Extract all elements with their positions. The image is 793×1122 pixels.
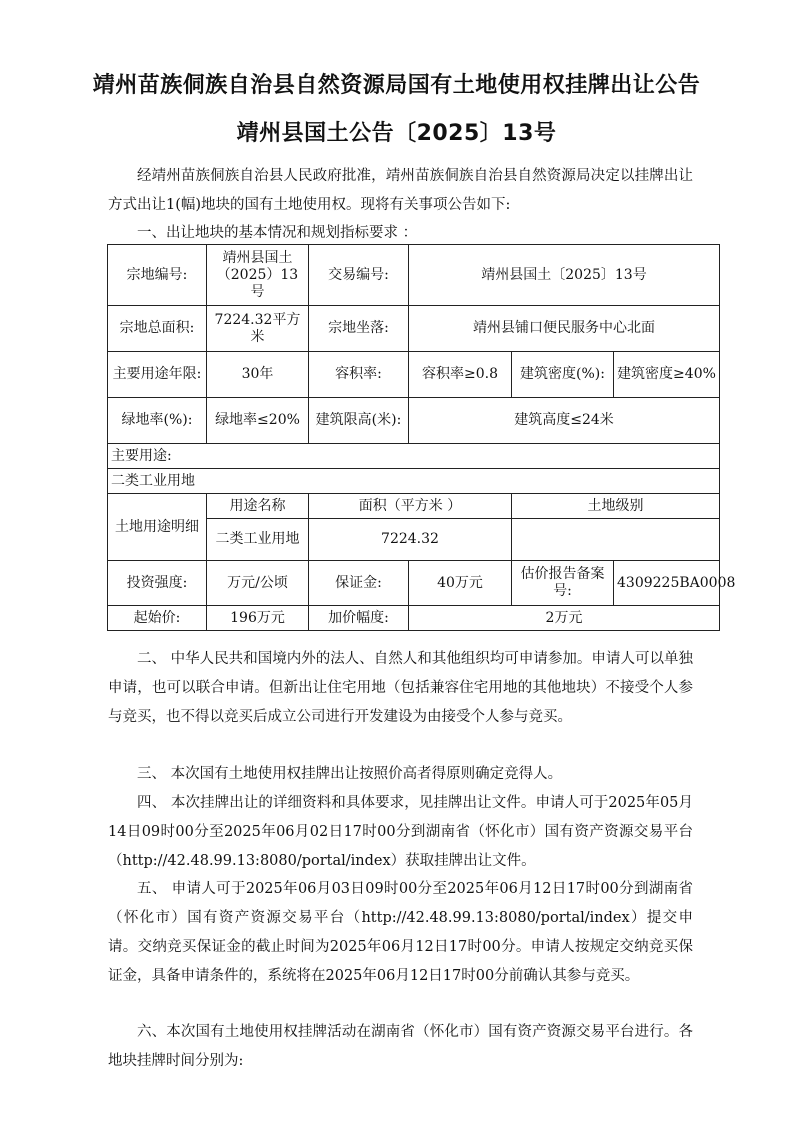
intro-paragraph: 经靖州苗族侗族自治县人民政府批准，靖州苗族侗族自治县自然资源局决定以挂牌出让方式出让1(幅)地块的国有土地使用权。现将有关事项公告如下:	[108, 168, 693, 213]
starting-price-value: 196万元	[207, 606, 309, 631]
plot-ratio-value: 容积率≥0.8	[409, 352, 512, 398]
height-limit-label: 建筑限高(米):	[309, 398, 409, 444]
area-value: 7224.32平方米	[207, 306, 309, 352]
trade-id-value: 靖州县国土〔2025〕13号	[409, 245, 720, 306]
term-value: 30年	[207, 352, 309, 398]
plot-ratio-label: 容积率:	[309, 352, 409, 398]
table-row	[108, 352, 720, 398]
section-3-paragraph: 三、 本次国有土地使用权挂牌出让按照价高者得原则确定竞得人。	[137, 766, 563, 782]
main-use-value: 二类工业用地	[108, 469, 720, 494]
table-row	[108, 469, 720, 494]
section-2-paragraph: 二、 中华人民共和国境内外的法人、自然人和其他组织均可申请参加。申请人可以单独申请，也可以联合申请。但新出让住宅用地（包括兼容住宅用地的其他地块）不接受个人参与竞买，也不得以竞买后成立公司进行开发建设为由接受个人参与竞买。	[108, 651, 693, 725]
use-area-header: 面积（平方米 ）	[309, 494, 512, 519]
notice-number: 靖州县国土公告〔2025〕13号	[236, 121, 557, 146]
green-ratio-label: 绿地率(%):	[108, 398, 207, 444]
starting-price-label: 起始价:	[108, 606, 207, 631]
appraisal-record-value: 4309225BA0008	[614, 561, 720, 606]
increment-label: 加价幅度:	[309, 606, 409, 631]
location-value: 靖州县铺口便民服务中心北面	[409, 306, 720, 352]
use-detail-label: 土地用途明细	[108, 494, 207, 561]
trade-id-label: 交易编号:	[309, 245, 409, 306]
table-row	[108, 494, 720, 519]
section-5-paragraph: 五、 申请人可于2025年06月03日09时00分至2025年06月12日17时00分到湖南省（怀化市）国有资产资源交易平台（http://42.48.99.13:8080/portal/index）提交申请。交纳竞买保证金的截止时间为2025年06月12日17时00分。申请人按规定交纳竞买保证金，具备申请条件的，系统将在2025年06月12日17时00分前确认其参与竞买。	[108, 881, 693, 984]
increment-value: 2万元	[409, 606, 720, 631]
green-ratio-value: 绿地率≤20%	[207, 398, 309, 444]
term-label: 主要用途年限:	[108, 352, 207, 398]
main-use-label: 主要用途:	[108, 444, 720, 469]
table-row	[108, 398, 720, 444]
height-limit-value: 建筑高度≤24米	[409, 398, 720, 444]
building-density-label: 建筑密度(%):	[512, 352, 614, 398]
location-label: 宗地坐落:	[309, 306, 409, 352]
table-row	[108, 306, 720, 352]
parcel-id-value: 靖州县国土（2025）13号	[207, 245, 309, 306]
table-row	[108, 561, 720, 606]
deposit-value: 40万元	[409, 561, 512, 606]
use-name-value: 二类工业用地	[207, 519, 309, 561]
investment-intensity-label: 投资强度:	[108, 561, 207, 606]
use-area-value: 7224.32	[309, 519, 512, 561]
section-6-paragraph: 六、本次国有土地使用权挂牌活动在湖南省（怀化市）国有资产资源交易平台进行。各地块挂牌时间分别为:	[108, 1024, 693, 1069]
section-4-paragraph: 四、 本次挂牌出让的详细资料和具体要求，见挂牌出让文件。申请人可于2025年05月14日09时00分至2025年06月02日17时00分到湖南省（怀化市）国有资产资源交易平台（http://42.48.99.13:8080/portal/index）获取挂牌出让文件。	[108, 795, 693, 869]
use-name-header: 用途名称	[207, 494, 309, 519]
building-density-value: 建筑密度≥40%	[614, 352, 720, 398]
appraisal-record-label: 估价报告备案号:	[512, 561, 614, 606]
deposit-label: 保证金:	[309, 561, 409, 606]
parcel-id-label: 宗地编号:	[108, 245, 207, 306]
section-1-heading: 一、出让地块的基本情况和规划指标要求 ：	[137, 225, 418, 241]
area-label: 宗地总面积:	[108, 306, 207, 352]
table-row	[108, 606, 720, 631]
land-grade-value	[512, 519, 720, 561]
table-row	[108, 245, 720, 306]
land-grade-header: 土地级别	[512, 494, 720, 519]
land-parcel-table	[107, 244, 736, 631]
table-row	[108, 444, 720, 469]
investment-intensity-value: 万元/公顷	[207, 561, 309, 606]
notice-title: 靖州苗族侗族自治县自然资源局国有土地使用权挂牌出让公告	[92, 73, 701, 98]
